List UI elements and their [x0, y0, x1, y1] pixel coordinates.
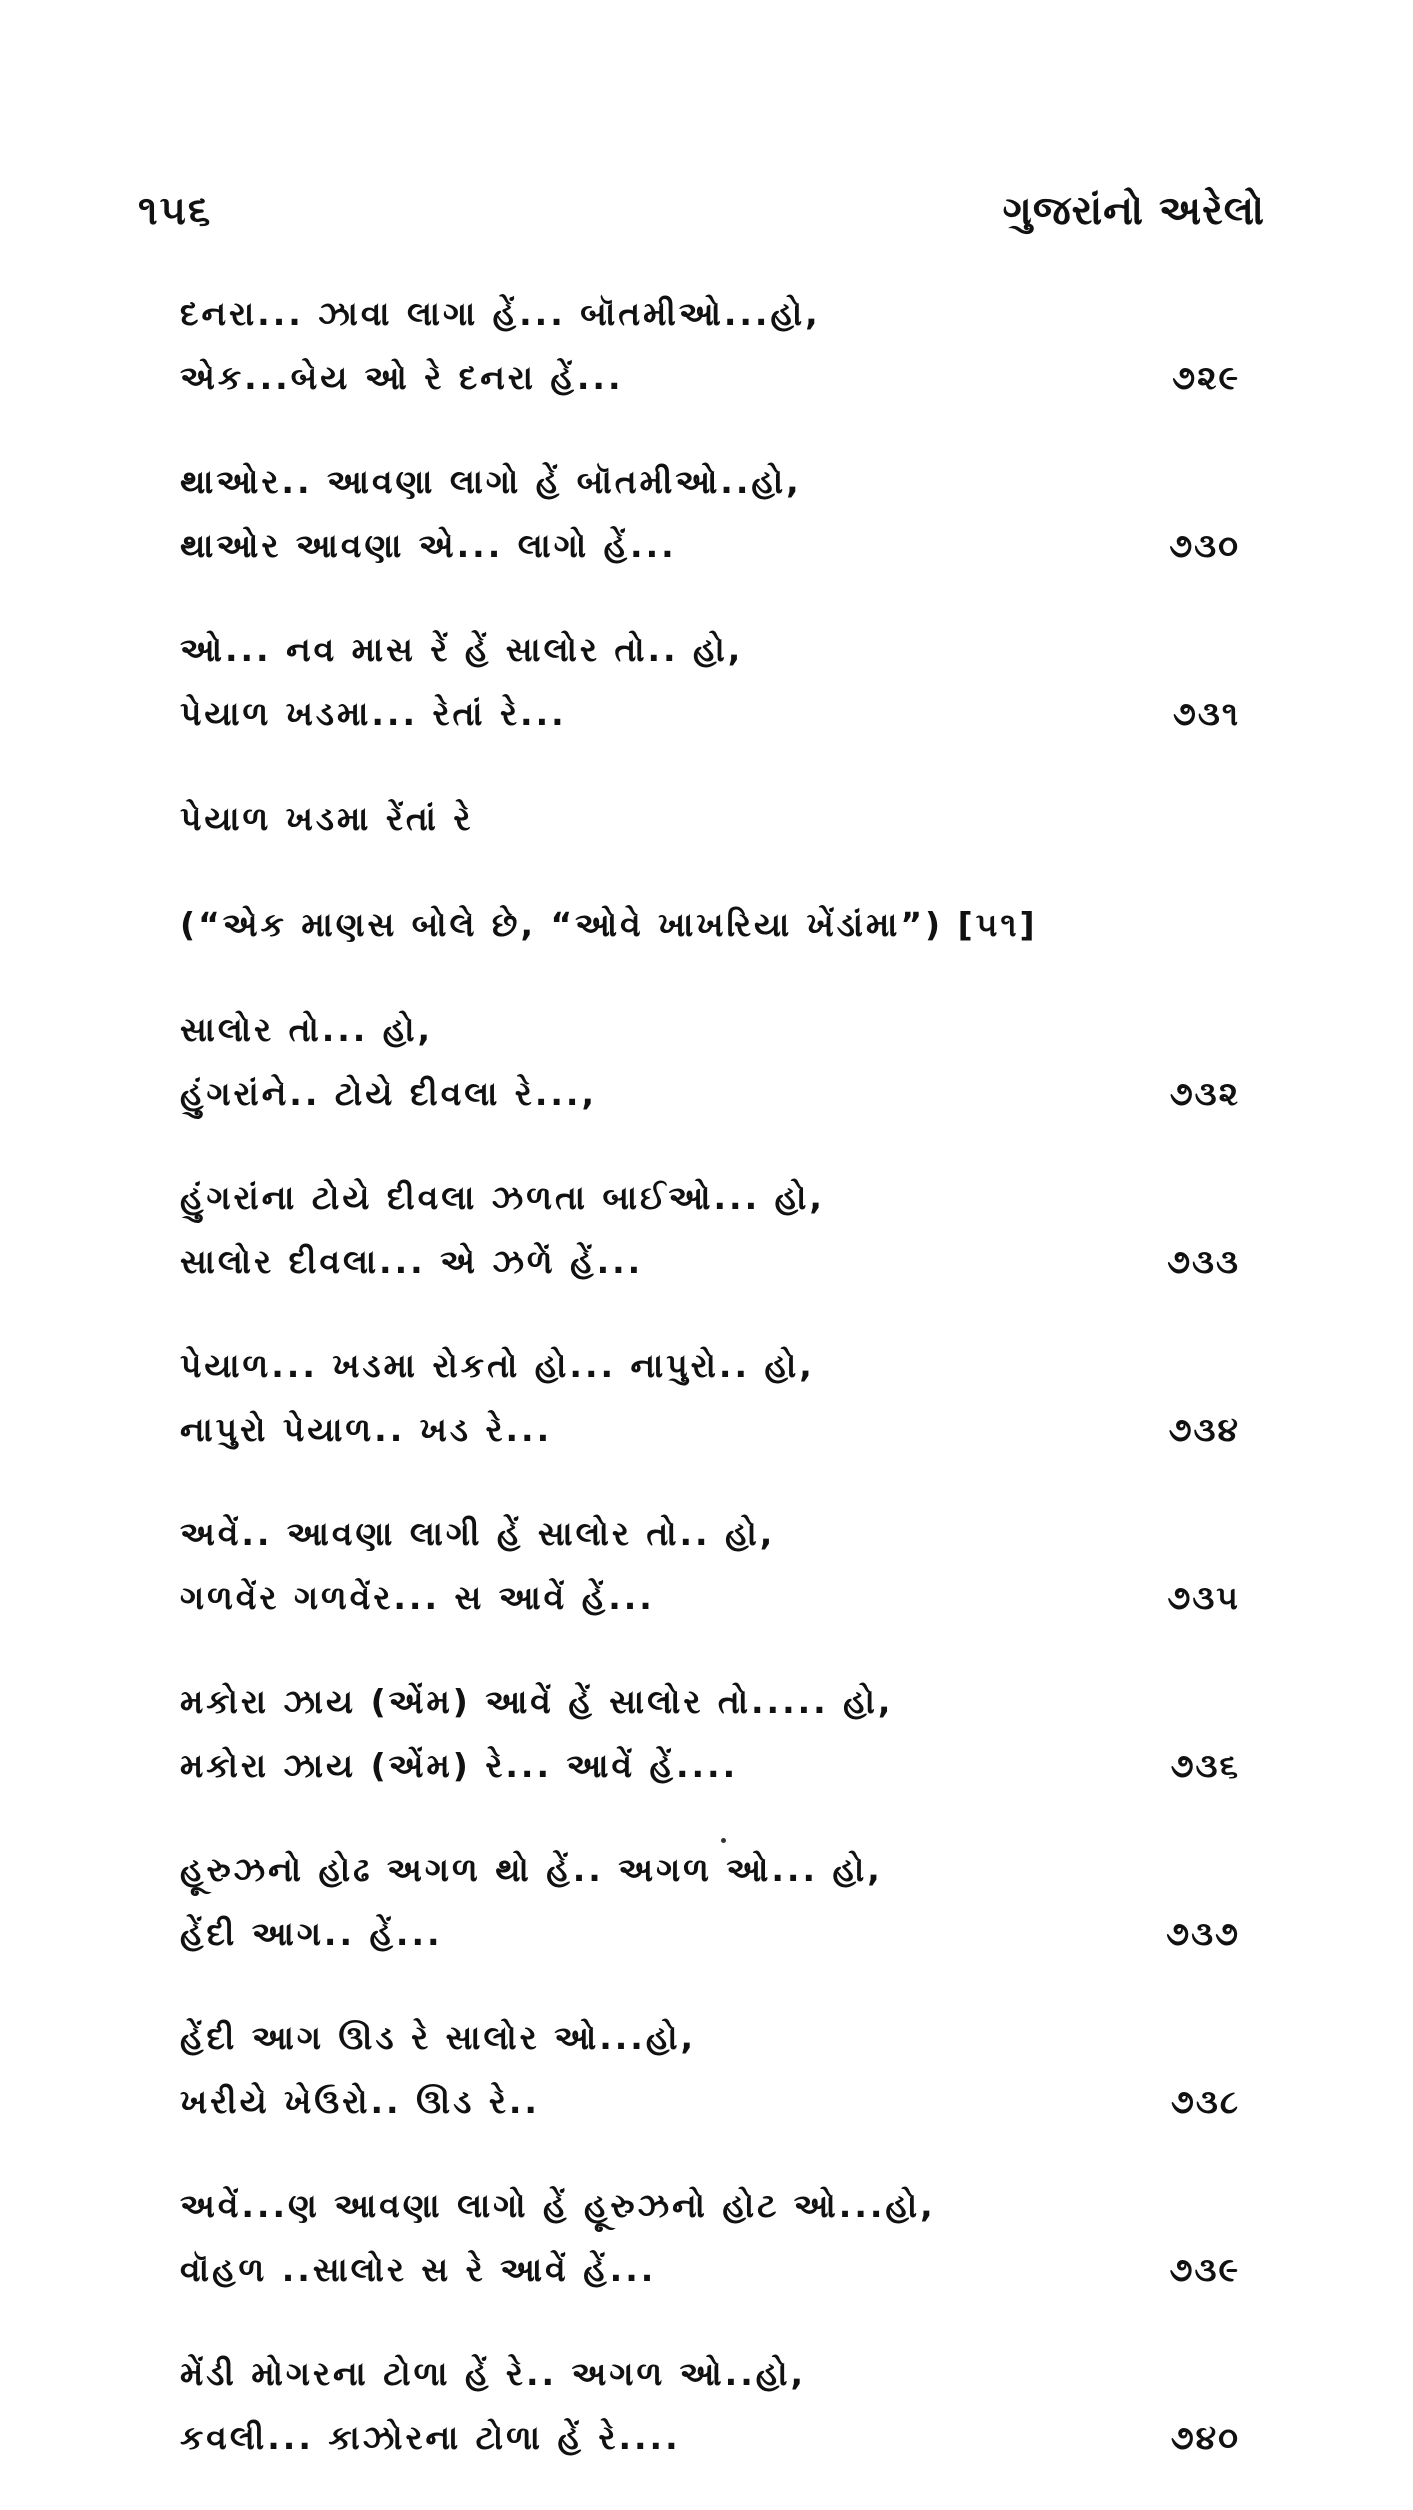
verse-line: હૂરુઝનો હોઢ અગળ થો હેં.. અગળ ઓ... હો,: [180, 1850, 883, 1889]
verse-line: [180, 1062, 1240, 1126]
verse-line: [180, 346, 1240, 410]
verse-line: [180, 2238, 1240, 2302]
stanza: [180, 618, 1240, 746]
verse-number: ૭૩૧: [1172, 694, 1240, 733]
stanza: [180, 1838, 1240, 1966]
verse-text: હુંગરાંને.. ટોયે દીવલા રે...,: [180, 1074, 597, 1113]
speaker-note: (“એક માણસ બોલે છે, “ઓવે ખાખરિયા ખેંડાંમા”) [૫૧]: [180, 905, 1038, 944]
verse-line: હુંગરાંના ટોયે દીવલા ઝળતા બાઈઓ... હો,: [180, 1178, 825, 1217]
verse-text: વૉહળ ..સાલોર સ રે આવેં હેં...: [180, 2250, 657, 2289]
verse-number: ૭૪૦: [1170, 2418, 1240, 2457]
verse-line: થાઓર.. આવણા લાગો હેં બૉતમીઓ..હો,: [180, 462, 802, 501]
stanza: [180, 2006, 1240, 2134]
verse-number: ૭૩૦: [1169, 526, 1240, 565]
verse-line: [180, 2070, 1240, 2134]
book-title: ગુજરાંનો અરેલો: [1002, 188, 1265, 234]
verse-line: દનરા... ઝાવા લાગા હેં... બૉતમીઓ...હો,: [180, 294, 821, 333]
verse-line: [180, 1566, 1240, 1630]
verse-number: ૭૩૪: [1168, 1410, 1240, 1449]
section-heading: પેયાળ ખડમા રેંતાં રે: [180, 799, 474, 838]
stanza: [180, 2174, 1240, 2302]
verse-line: મકોરા ઝાય (એંમ) આવેં હેં સાલોર તો..... હો,: [180, 1682, 894, 1721]
stanza: [180, 2342, 1240, 2470]
verse-text: નાપુરો પેયાળ.. ખડ રે...: [180, 1410, 553, 1449]
poem-body: [180, 282, 1240, 2510]
stanza: [180, 1670, 1240, 1798]
verse-number: ૭૩૭: [1166, 1914, 1240, 1953]
verse-text: પેયાળ ખડમા... રેતાં રે...: [180, 694, 567, 733]
verse-line: [180, 2406, 1240, 2470]
verse-line: [180, 1230, 1240, 1294]
verse-line: [180, 682, 1240, 746]
stanza: [180, 1502, 1240, 1630]
verse-text: થાઓર આવણા એ... લાગો હેં...: [180, 526, 677, 565]
verse-text: મકોરા ઝાય (એંમ) રે... આવેં હેં....: [180, 1746, 739, 1785]
verse-text: ગળવેંર ગળવેંર... સ આવેં હેં...: [180, 1578, 655, 1617]
verse-number: ૭૩૨: [1169, 1074, 1240, 1113]
verse-line: અવેં...ણ આવણા લાગો હેં હૂરુઝનો હોટ ઓ...હો,: [180, 2186, 936, 2225]
stanza: [180, 1166, 1240, 1294]
verse-line: હેંદી આગ ઊડ રે સાલોર ઓ...હો,: [180, 2018, 697, 2057]
verse-number: ૭૩૯: [1169, 2250, 1240, 2289]
verse-text: એક...બેય ઓ રે દનરા હેં...: [180, 358, 624, 397]
verse-number: ૭૩૬: [1170, 1746, 1240, 1785]
verse-line: [180, 514, 1240, 578]
page-header: [0, 188, 1413, 248]
verse-number: ૭૩૫: [1167, 1578, 1240, 1617]
stanza: [180, 450, 1240, 578]
verse-text: હેંદી આગ.. હેં...: [180, 1914, 443, 1953]
print-speck: [721, 1838, 726, 1843]
stanza: [180, 998, 1240, 1126]
verse-line: [180, 1398, 1240, 1462]
page-number: ૧૫૬: [138, 188, 213, 234]
verse-number: ૭૨૯: [1172, 358, 1240, 397]
verse-line: અવેં.. આવણા લાગી હેં સાલોર તો.. હો,: [180, 1514, 776, 1553]
verse-number: ૭૩૮: [1170, 2082, 1240, 2121]
verse-text: કવલી... કાઝોરના ટોળા હેં રે....: [180, 2418, 681, 2457]
verse-line: [180, 1902, 1240, 1966]
stanza: [180, 282, 1240, 410]
verse-line: [180, 1734, 1240, 1798]
verse-line: સાલોર તો... હો,: [180, 1010, 434, 1049]
stanza: [180, 1334, 1240, 1462]
verse-line: ઓ... નવ માસ રેં હેં સાલોર તો.. હો,: [180, 630, 744, 669]
verse-line: પેયાળ... ખડમા રોકતો હો... નાપુરો.. હો,: [180, 1346, 815, 1385]
verse-number: ૭૩૩: [1167, 1242, 1240, 1281]
verse-text: સાલોર દીવલા... એ ઝળેં હેં...: [180, 1242, 644, 1281]
verse-line: મેંડી મોગરના ટોળા હેં રે.. અગળ ઓ..હો,: [180, 2354, 806, 2393]
verse-text: ખરીયે ખેઉરો.. ઊડ રે..: [180, 2082, 540, 2121]
